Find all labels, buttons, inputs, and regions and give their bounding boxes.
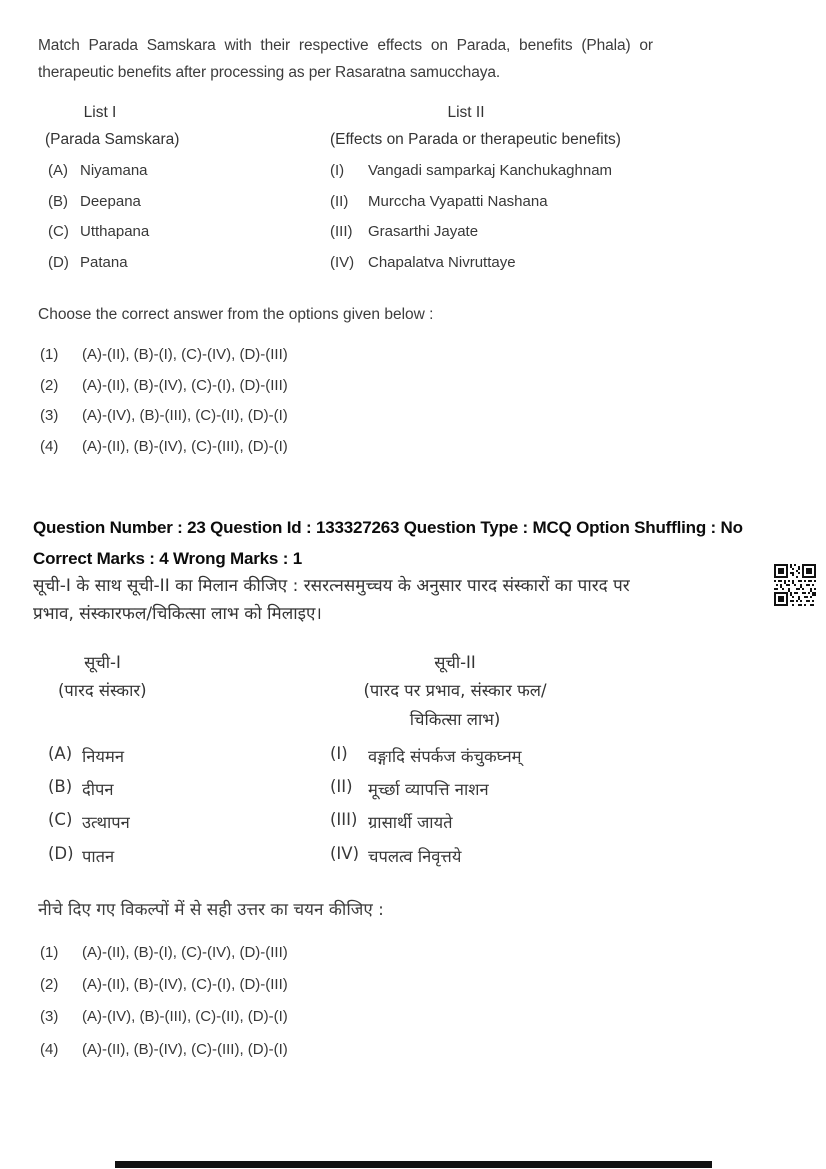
list1-item-label: (A): [48, 162, 68, 179]
hindi-question-text: सूची-I के साथ सूची-II का मिलान कीजिए : रसरत्नसमुच्चय के अनुसार पारद संस्कारों का पारद पर प्रभाव, संस्कारफल/चिकित्सा लाभ को मिलाइए।: [33, 576, 630, 624]
option-number: (2): [40, 377, 59, 394]
hindi-list1-item-text: नियमन: [82, 747, 125, 766]
qr-code-icon: [774, 564, 816, 606]
option-number: (3): [40, 407, 59, 424]
list1-item-label: (D): [48, 254, 69, 271]
hindi-match-row: [0, 777, 826, 799]
list2-item-text: Grasarthi Jayate: [368, 223, 479, 240]
list2-item-label: (II): [330, 193, 349, 210]
hindi-list1-item-label: (C): [48, 810, 73, 829]
choose-prompt: Choose the correct answer from the options given below :: [38, 306, 434, 323]
list1-item-text: Utthapana: [80, 223, 150, 240]
hindi-match-row: [0, 744, 826, 766]
list2-item-text: Murccha Vyapatti Nashana: [368, 193, 548, 210]
option-number: (2): [40, 976, 59, 993]
match-row: [0, 254, 826, 276]
list2-item-text: Vangadi samparkaj Kanchukaghnam: [368, 162, 613, 179]
option-text: (A)-(II), (B)-(IV), (C)-(I), (D)-(III): [82, 976, 288, 993]
list1-subtitle: (Parada Samskara): [45, 131, 180, 148]
hindi-list1-title: सूची-I: [84, 653, 121, 672]
hindi-list2-title: सूची-II: [434, 653, 476, 672]
hindi-list2-item-text: वङ्गादि संपर्कज कंचुकघ्नम्: [368, 747, 522, 766]
list2-title: List II: [447, 104, 485, 121]
hindi-list2-item-text: चपलत्व निवृत्तये: [368, 847, 462, 866]
option-text: (A)-(II), (B)-(IV), (C)-(I), (D)-(III): [82, 377, 288, 394]
list1-item-text: Patana: [80, 254, 128, 271]
option-row: [0, 377, 826, 399]
hindi-match-row: [0, 810, 826, 832]
hindi-list1-item-text: उत्थापन: [82, 813, 130, 832]
option-text: (A)-(II), (B)-(IV), (C)-(III), (D)-(I): [82, 438, 288, 455]
list1-item-label: (C): [48, 223, 69, 240]
option-row: [0, 438, 826, 460]
hindi-list1-item-label: (D): [48, 844, 74, 863]
match-row: [0, 162, 826, 184]
metadata-line-2: Correct Marks : 4 Wrong Marks : 1: [33, 549, 302, 568]
hindi-match-row: [0, 844, 826, 866]
hindi-list1-subtitle: (पारद संस्कार): [58, 681, 147, 700]
hindi-list1-item-text: दीपन: [82, 780, 114, 799]
option-number: (4): [40, 438, 59, 455]
hindi-list2-item-text: मूर्च्छा व्यापत्ति नाशन: [368, 780, 489, 799]
list2-item-label: (IV): [330, 254, 355, 271]
hindi-list2-item-label: (II): [330, 777, 353, 796]
option-text: (A)-(II), (B)-(I), (C)-(IV), (D)-(III): [82, 346, 288, 363]
match-row: [0, 193, 826, 215]
hindi-list2-item-label: (III): [330, 810, 358, 829]
hindi-list1-item-text: पातन: [82, 847, 115, 866]
option-number: (3): [40, 1008, 59, 1025]
option-number: (1): [40, 346, 59, 363]
footer-bar: [115, 1161, 712, 1168]
list1-item-label: (B): [48, 193, 68, 210]
hindi-option-row: [0, 976, 826, 998]
match-row: [0, 223, 826, 245]
hindi-option-row: [0, 944, 826, 966]
hindi-list1-item-label: (B): [48, 777, 73, 796]
hindi-list2-subtitle-line2: चिकित्सा लाभ): [409, 710, 501, 729]
question-metadata: [33, 512, 803, 574]
list1-item-text: Niyamana: [80, 162, 148, 179]
list1-title: List I: [83, 104, 117, 121]
list2-item-text: Chapalatva Nivruttaye: [368, 254, 516, 271]
hindi-list2-item-text: ग्रासार्थी जायते: [368, 813, 453, 832]
option-text: (A)-(II), (B)-(I), (C)-(IV), (D)-(III): [82, 944, 288, 961]
hindi-list2-subtitle: (पारद पर प्रभाव, संस्कार फल/: [363, 681, 547, 700]
metadata-line-1: Question Number : 23 Question Id : 133327263 Question Type : MCQ Option Shuffling : No: [33, 518, 743, 537]
hindi-choose-prompt: नीचे दिए गए विकल्पों में से सही उत्तर का चयन कीजिए :: [38, 900, 384, 920]
hindi-list2-item-label: (IV): [330, 844, 360, 863]
hindi-option-row: [0, 1041, 826, 1063]
list2-subtitle: (Effects on Parada or therapeutic benefits): [330, 131, 621, 148]
option-row: [0, 346, 826, 368]
hindi-option-row: [0, 1008, 826, 1030]
list2-item-label: (I): [330, 162, 345, 179]
option-number: (1): [40, 944, 59, 961]
option-text: (A)-(IV), (B)-(III), (C)-(II), (D)-(I): [82, 407, 288, 424]
list1-item-text: Deepana: [80, 193, 141, 210]
hindi-list1-item-label: (A): [48, 744, 73, 763]
option-row: [0, 407, 826, 429]
option-text: (A)-(II), (B)-(IV), (C)-(III), (D)-(I): [82, 1041, 288, 1058]
hindi-list2-item-label: (I): [330, 744, 348, 763]
list2-item-label: (III): [330, 223, 353, 240]
option-number: (4): [40, 1041, 59, 1058]
option-text: (A)-(IV), (B)-(III), (C)-(II), (D)-(I): [82, 1008, 288, 1025]
english-question-text: Match Parada Samskara with their respective effects on Parada, benefits (Phala) or therapeutic benefits after processing as per Rasaratna samucchaya.: [38, 37, 653, 81]
